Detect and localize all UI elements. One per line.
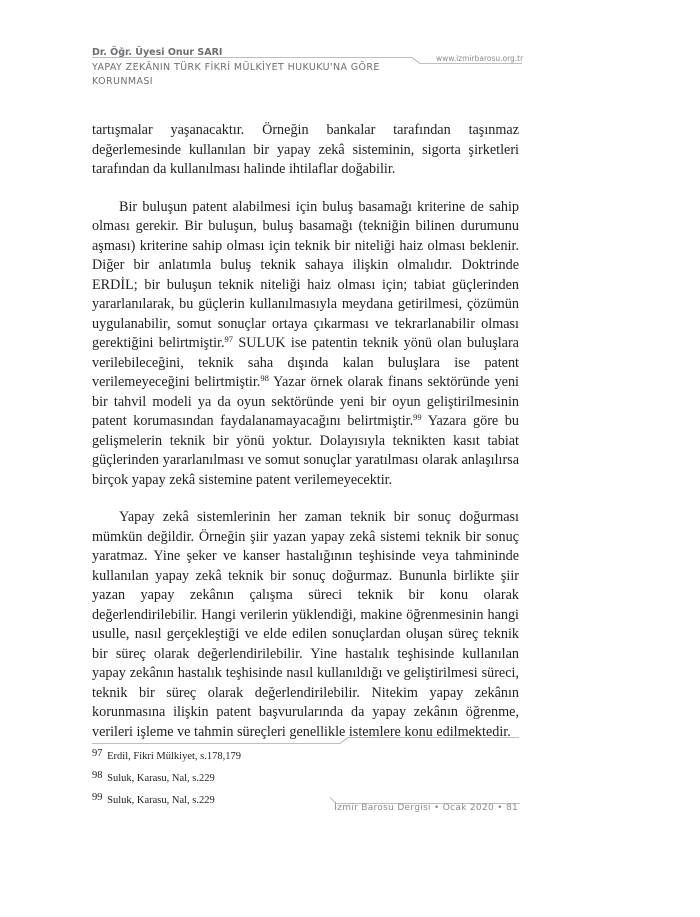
footer-journal: İzmir Barosu Dergisi • Ocak 2020 • — [334, 803, 503, 813]
paragraph-2-part-b: SULUK ise patentin teknik yönü olan buluşlara verilebileceğini, teknik saha dışında kalan buluşlara ise patent verilemeyeceğini belirtmiştir. — [92, 335, 519, 390]
header-url: www.izmirbarosu.org.tr — [436, 54, 524, 63]
footnote-text: Suluk, Karasu, Nal, s.229 — [107, 773, 215, 784]
paragraph-3: Yapay zekâ sistemlerinin her zaman teknik bir sonuç doğurması mümkün değildir. Örneğin şiir yazan yapay zekâ sistemi teknik bir sonuç yaratmaz. Yine şeker ve kanser hastalığının teşhisinde veya tahmininde kullanılan yapay zekâ teknik bir sonuç doğurmaz. Bununla birlikte şiir yazan yapay zekânın çalışma süreci teknik bir konu olarak değerlendirilebilir. Hangi verilerin yüklendiği, makine öğrenmesinin hangi usulle, nasıl gerçekleştiği ve elde edilen sonuçlardan oluşan süreç teknik bir süreç olarak değerlendirilebilir. Yine hastalık teşhisinde kullanılan yapay zekânın hastalık teşhisinde nasıl kullanıldığı ve geliştirilmesi süreci, teknik bir süreç olarak değerlendirilebilir. Nitekim yapay zekânın korunmasına ilişkin patent başvurularında da yapay zekânın öğrenme, verileri işleme ve tahmin süreçleri genellikle istemlere konu edilmektedir. — [92, 509, 519, 740]
paragraph-1: tartışmalar yaşanacaktır. Örneğin bankalar tarafından taşınmaz değerlemesinde kullanılan bir yapay zekâ sisteminin, sigorta şirketleri tarafından da kullanılması halinde ihtilaflar doğabilir. — [92, 122, 519, 177]
paragraph-2-part-a: Bir buluşun patent alabilmesi için buluş basamağı kriterine de sahip olması gerekir. Bir buluşun, buluş basamağı (tekniğin bilinen durumunu aşması) kriterine sahip olması için teknik bir niteliği haiz olması beklenir. Diğer bir anlatımla buluş teknik sahaya ilişkin olmalıdır. Doktrinde ERDİL; bir buluşun teknik niteliği haiz olması için; tabiat güçlerinden yararlanılarak, bu güçlerin kullanılmasıyla meydana getirilmesi, çözümün uygulanabilir, somut sonuçlar ortaya çıkarması ve tekrarlanabilir olması gerektiğini belirtmiştir. — [92, 198, 519, 351]
footnote-ref-98[interactable]: 98 — [260, 373, 269, 383]
footnote-number: 98 — [92, 770, 103, 781]
footnote-text: Suluk, Karasu, Nal, s.229 — [107, 795, 215, 806]
footnote-97 — [92, 744, 519, 766]
footnote-number: 99 — [92, 792, 103, 803]
paragraph-2-part-c: Yazar örnek olarak finans sektöründe yeni bir tahvil modeli ya da oyun sektöründe yeni bir oyun geliştirilmesinin patent korumasından faydalanamayacağını belirtmiştir. — [92, 374, 520, 429]
footnote-98 — [92, 766, 519, 788]
page-footer — [334, 803, 518, 813]
paragraph-2 — [92, 198, 519, 491]
header-author: Dr. Öğr. Üyesi Onur SARI — [92, 47, 223, 58]
page-number: 81 — [505, 803, 518, 813]
footnote-ref-97[interactable]: 97 — [224, 334, 234, 344]
body-text — [92, 121, 519, 760]
paragraph-2-part-d: Yazara göre bu gelişmelerin teknik bir yönü yoktur. Dolayısıyla teknikten kasıt tabiat güçlerinden yararlanılması ve somut sonuçlar yaratılması olarak anlaşılırsa birçok yapay zekâ sistemine patent verilemeyecektir. — [92, 413, 519, 488]
header-title: YAPAY ZEKÂNIN TÜRK FİKRİ MÜLKİYET HUKUKU'NA GÖRE KORUNMASI — [92, 62, 380, 87]
footnote-ref-99[interactable]: 99 — [413, 412, 422, 422]
footnote-text: Erdil, Fikri Mülkiyet, s.178,179 — [107, 751, 241, 762]
footnote-number: 97 — [92, 748, 103, 759]
